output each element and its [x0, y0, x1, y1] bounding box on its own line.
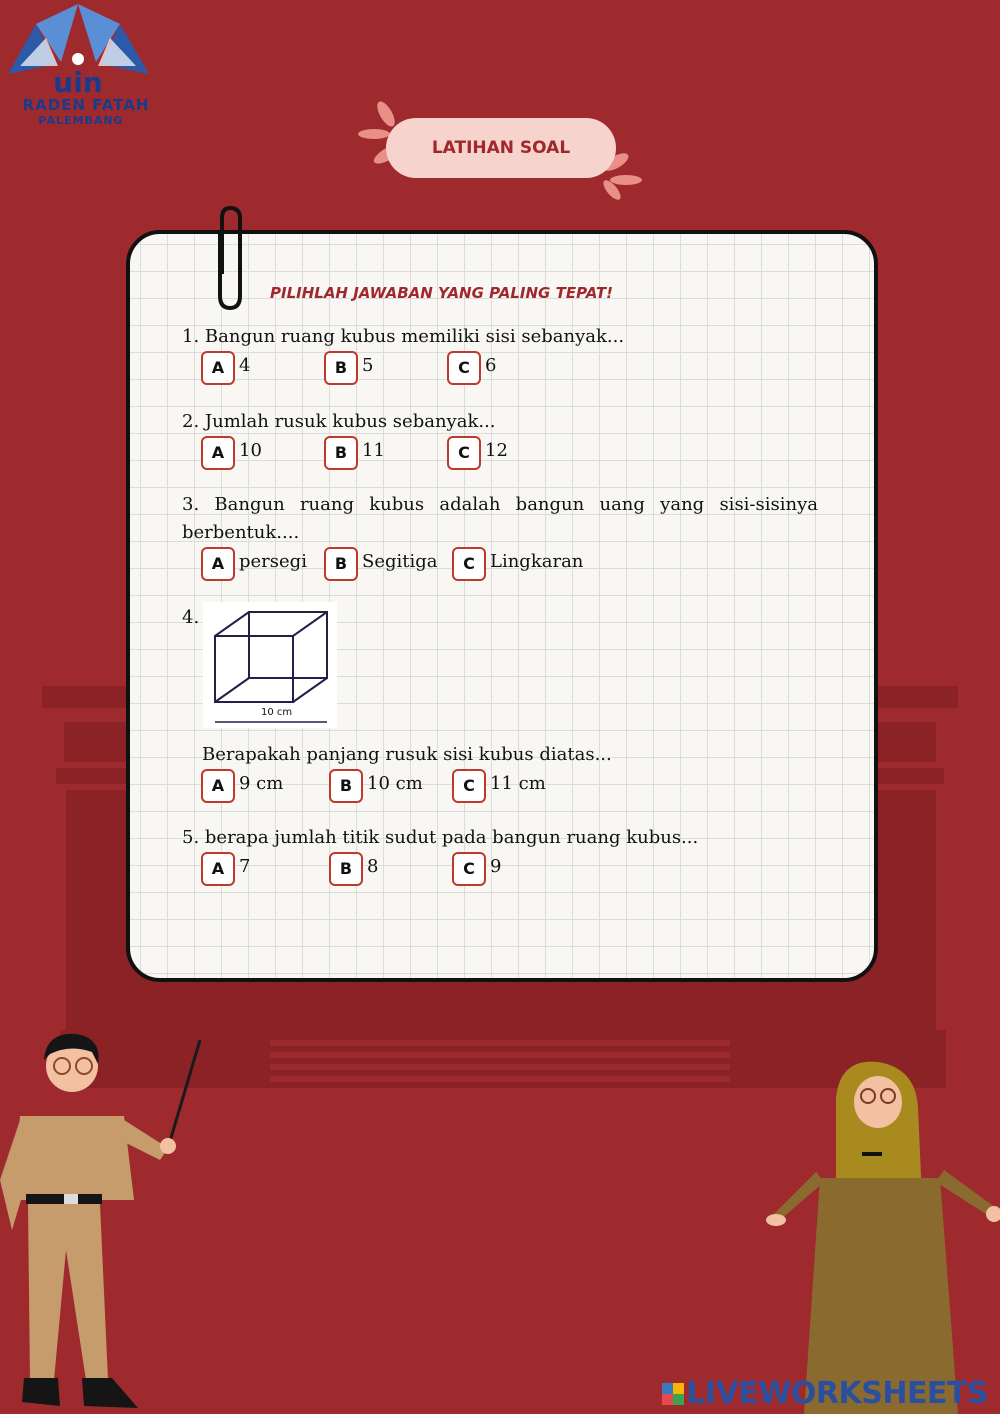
- option-letter: A: [201, 769, 235, 803]
- option-value: persegi: [239, 551, 307, 572]
- logo-line-1: RADEN FATAH: [22, 96, 150, 114]
- option-value: 9: [490, 856, 502, 877]
- instruction-text: PILIHLAH JAWABAN YANG PALING TEPAT!: [270, 284, 613, 302]
- question-5: 5. berapa jumlah titik sudut pada bangun ruang kubus...: [182, 827, 699, 848]
- option-value: 8: [367, 856, 379, 877]
- cube-edge-label: 10 cm: [261, 707, 293, 718]
- svg-text:uin: uin: [53, 66, 103, 99]
- option-letter: A: [201, 351, 235, 385]
- option-value: 4: [239, 355, 251, 376]
- option-letter: B: [329, 769, 363, 803]
- question-3-line-1: 3. Bangun ruang kubus adalah bangun uang yang sisi-sisinya: [182, 494, 818, 515]
- option-letter: C: [452, 769, 486, 803]
- page-title: LATIHAN SOAL: [386, 118, 616, 178]
- option-value: Segitiga: [362, 551, 438, 572]
- brand-text: LIVEWORKSHEETS: [686, 1376, 988, 1411]
- logo-emblem-icon: [6, 4, 151, 99]
- option-letter: C: [447, 351, 481, 385]
- option-value: 9 cm: [239, 773, 284, 794]
- paperclip-icon: [212, 204, 248, 314]
- option-letter: C: [447, 436, 481, 470]
- university-logo: [6, 4, 151, 129]
- option-value: 11: [362, 440, 385, 461]
- question-1: 1. Bangun ruang kubus memiliki sisi sebanyak...: [182, 326, 625, 347]
- option-letter: C: [452, 547, 486, 581]
- option-letter: B: [324, 436, 358, 470]
- option-value: 5: [362, 355, 374, 376]
- cube-icon: [203, 602, 337, 728]
- question-4-number: 4.: [182, 607, 200, 628]
- question-2: 2. Jumlah rusuk kubus sebanyak...: [182, 411, 496, 432]
- option-value: 12: [485, 440, 508, 461]
- option-letter: A: [201, 547, 235, 581]
- option-value: 10 cm: [367, 773, 423, 794]
- option-value: 10: [239, 440, 262, 461]
- option-letter: A: [201, 436, 235, 470]
- option-letter: B: [324, 351, 358, 385]
- option-value: 6: [485, 355, 497, 376]
- male-teacher-illustration: [0, 1030, 210, 1414]
- brand-grid-icon: [662, 1383, 684, 1405]
- option-letter: B: [329, 852, 363, 886]
- option-letter: A: [201, 852, 235, 886]
- cube-figure: [203, 602, 337, 728]
- female-teacher-illustration: [760, 1058, 1000, 1414]
- option-value: 11 cm: [490, 773, 546, 794]
- logo-line-2: PALEMBANG: [38, 114, 124, 127]
- building-steps: [270, 1040, 730, 1084]
- option-letter: B: [324, 547, 358, 581]
- question-4: Berapakah panjang rusuk sisi kubus diatas...: [202, 744, 612, 765]
- option-letter: C: [452, 852, 486, 886]
- brand-watermark: [662, 1376, 988, 1411]
- question-3-line-2: berbentuk....: [182, 522, 300, 543]
- option-value: Lingkaran: [490, 551, 584, 572]
- option-value: 7: [239, 856, 251, 877]
